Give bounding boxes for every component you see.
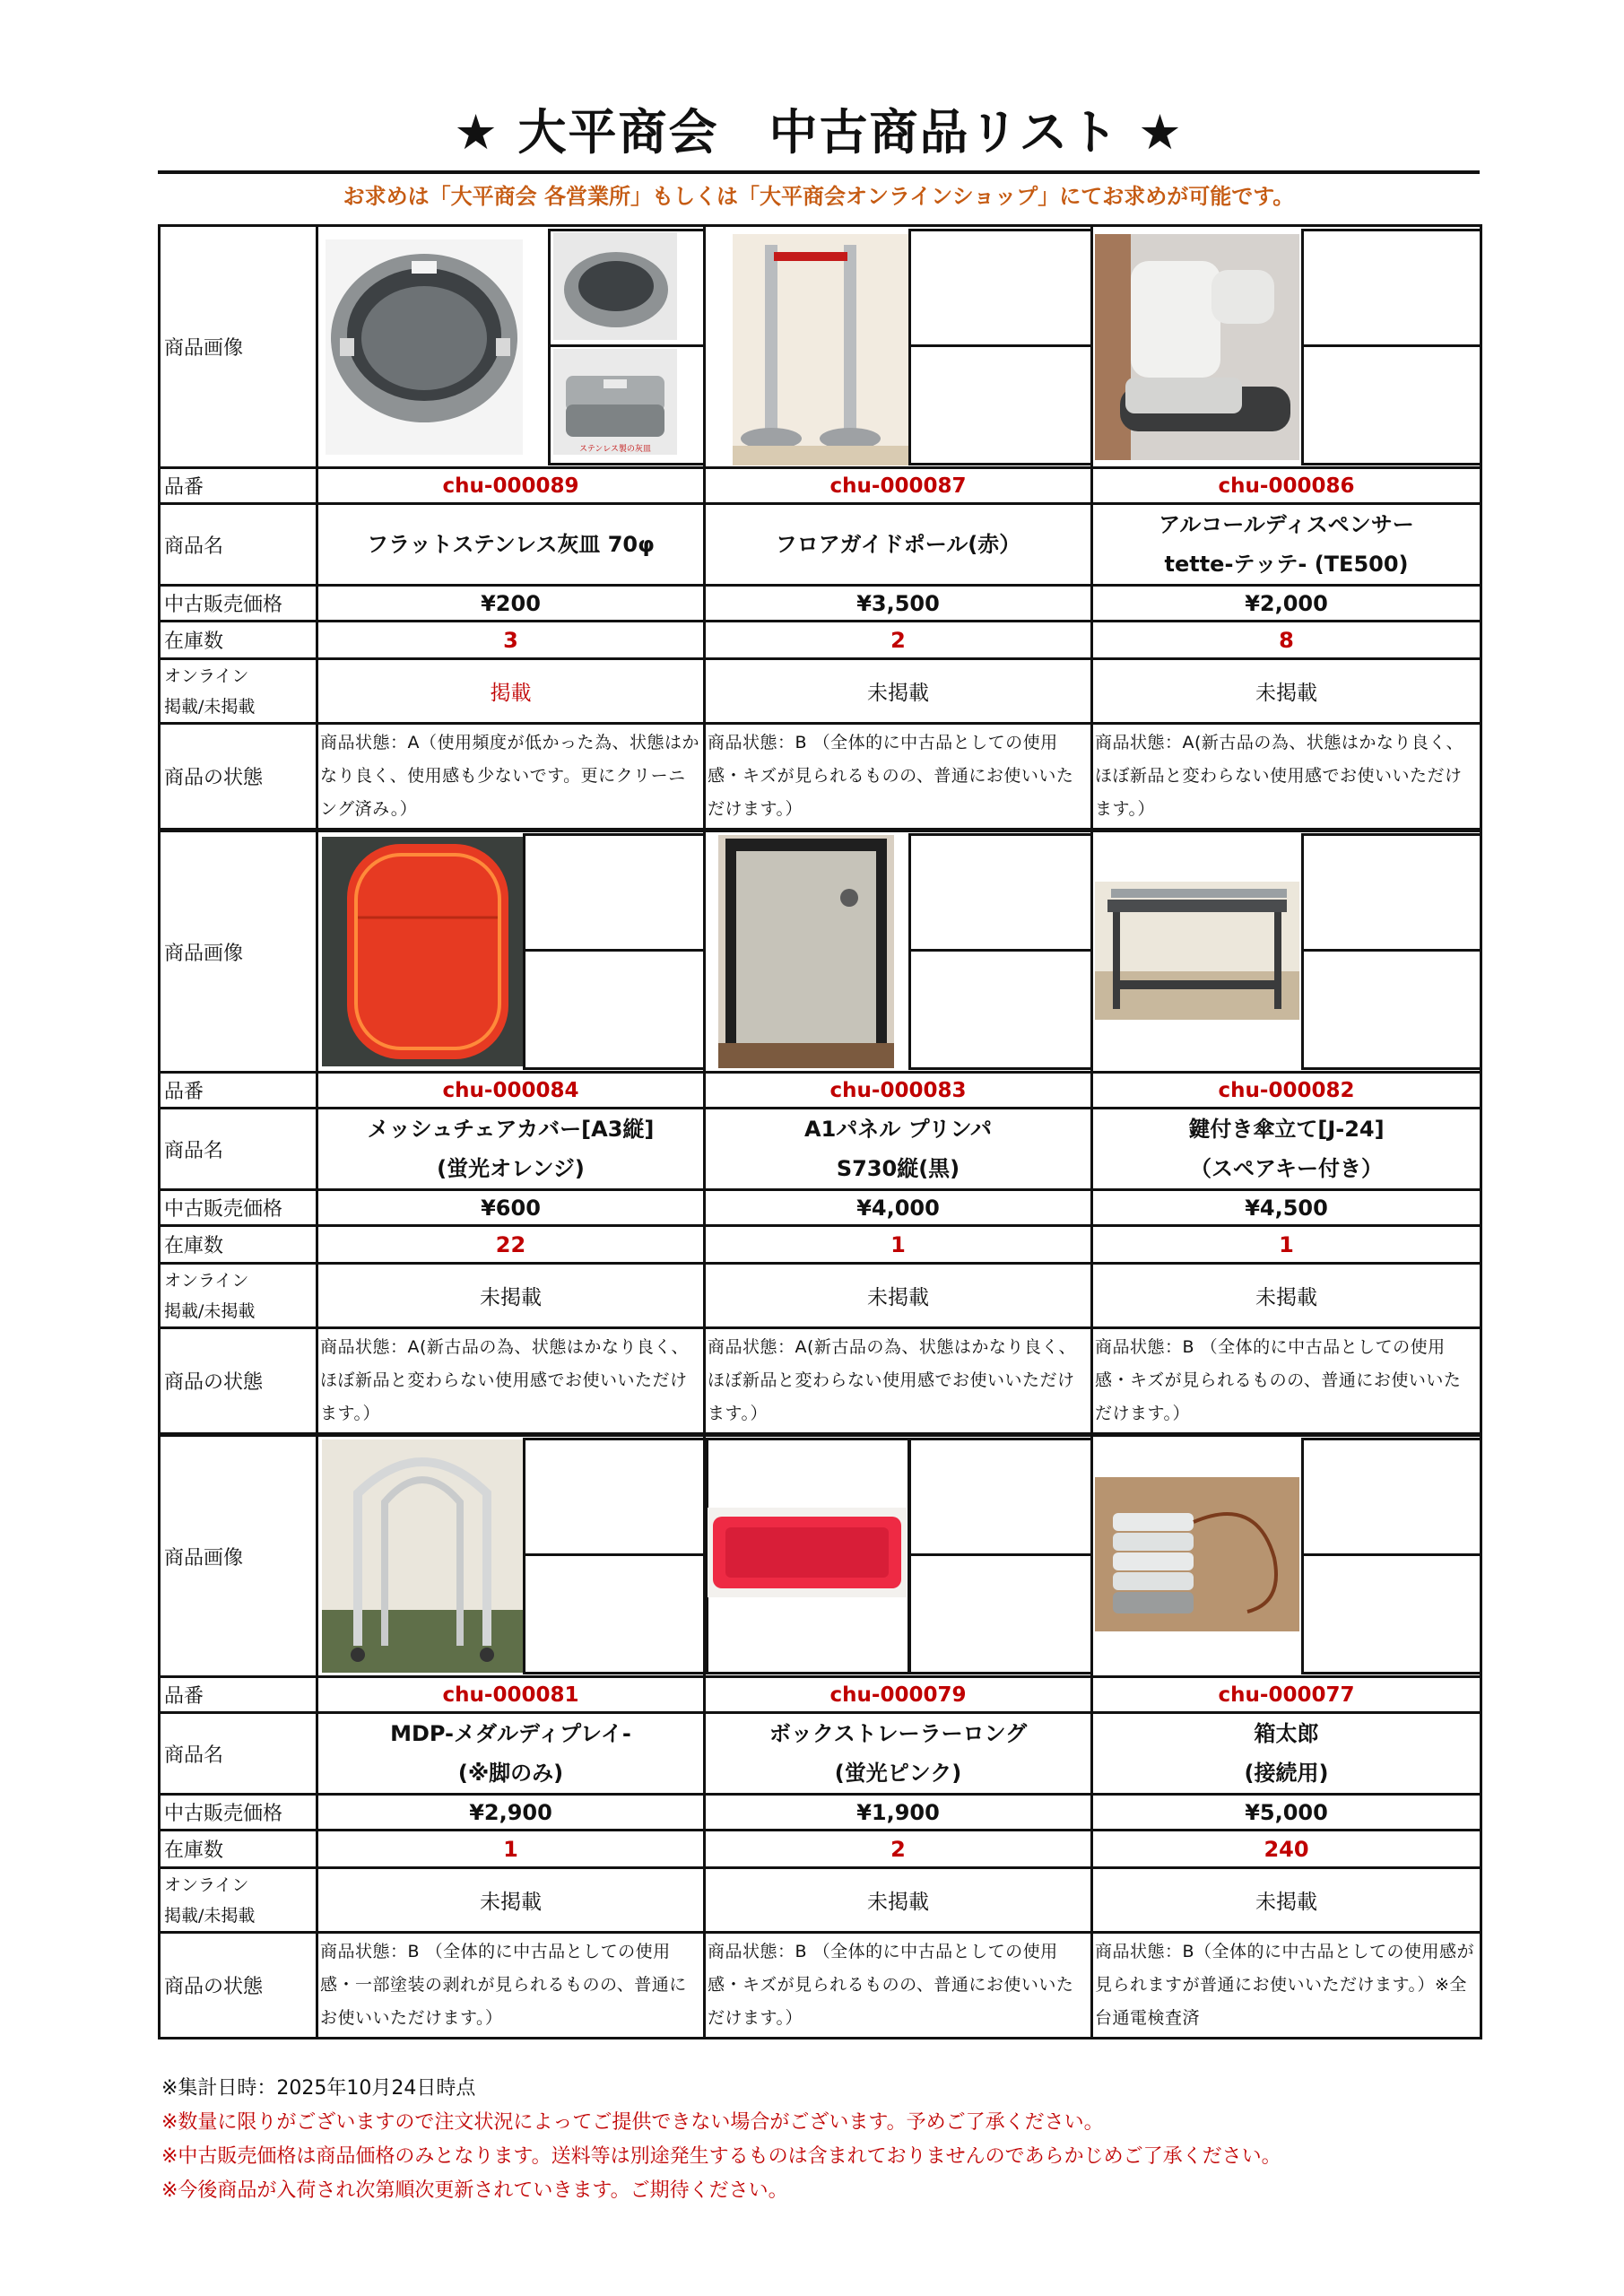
- medal-display-legs-photo: [322, 1439, 523, 1673]
- label-online: オンライン 掲載/未掲載: [160, 1264, 317, 1328]
- product-online-status: 未掲載: [1092, 659, 1481, 724]
- product-online-status: 未掲載: [705, 1868, 1092, 1933]
- product-code: chu-000089: [317, 468, 705, 504]
- product-online-status: 未掲載: [317, 1868, 705, 1933]
- product-stock: 1: [1092, 1226, 1481, 1264]
- product-name: 箱太郎 (接続用): [1092, 1713, 1481, 1795]
- label-online: オンライン 掲載/未掲載: [160, 659, 317, 724]
- label-code: 品番: [160, 468, 317, 504]
- product-name: 鍵付き傘立て[J-24] （スペアキー付き）: [1092, 1109, 1481, 1190]
- product-price: ¥600: [317, 1190, 705, 1226]
- product-code: chu-000081: [317, 1677, 705, 1713]
- product-online-status: 未掲載: [1092, 1868, 1481, 1933]
- product-stock: 2: [705, 1831, 1092, 1868]
- product-condition: 商品状態：A(新古品の為、状態はかなり良く、ほぼ新品と変わらない使用感でお使いいただけます。）: [1092, 724, 1481, 831]
- label-image: 商品画像: [160, 831, 317, 1073]
- label-price: 中古販売価格: [160, 1795, 317, 1831]
- ashtray-photo: [326, 239, 523, 455]
- product-name: フロアガイドポール(赤）: [705, 504, 1092, 586]
- label-condition: 商品の状態: [160, 1933, 317, 2039]
- label-condition: 商品の状態: [160, 1328, 317, 1435]
- product-code: chu-000083: [705, 1073, 1092, 1109]
- label-name: 商品名: [160, 1109, 317, 1190]
- page-title: ★ 大平商会 中古商品リスト ★: [454, 104, 1184, 161]
- product-condition: 商品状態：A（使用頻度が低かった為、状態はかなり良く、使用感も少ないです。更にクリーニング済み。）: [317, 724, 705, 831]
- product-online-status: 未掲載: [317, 1264, 705, 1328]
- product-table: [158, 224, 1482, 2039]
- umbrella-stand-photo: [1095, 882, 1299, 1020]
- product-stock: 2: [705, 622, 1092, 659]
- product-condition: 商品状態：B （全体的に中古品としての使用感・キズが見られるものの、普通にお使いいただけます。）: [1092, 1328, 1481, 1435]
- product-price: ¥200: [317, 586, 705, 622]
- label-name: 商品名: [160, 504, 317, 586]
- product-stock: 240: [1092, 1831, 1481, 1868]
- footnote-date: ※集計日時：2025年10月24日時点: [161, 2077, 476, 2100]
- label-image: 商品画像: [160, 226, 317, 468]
- product-condition: 商品状態：B （全体的に中古品としての使用感・キズが見られるものの、普通にお使いいただけます。）: [705, 724, 1092, 831]
- product-name: メッシュチェアカバー[A3縦] (蛍光オレンジ): [317, 1109, 705, 1190]
- product-online-status: 未掲載: [705, 659, 1092, 724]
- product-price: ¥5,000: [1092, 1795, 1481, 1831]
- product-online-status: 未掲載: [705, 1264, 1092, 1328]
- label-name: 商品名: [160, 1713, 317, 1795]
- product-name: ボックストレーラーロング (蛍光ピンク): [705, 1713, 1092, 1795]
- product-code: chu-000087: [705, 468, 1092, 504]
- label-stock: 在庫数: [160, 1226, 317, 1264]
- product-code: chu-000086: [1092, 468, 1481, 504]
- footnote-update: ※今後商品が入荷され次第順次更新されていきます。ご期待ください。: [161, 2179, 788, 2202]
- product-condition: 商品状態：B （全体的に中古品としての使用感・一部塗装の剥れが見られるものの、普通にお使いいただけます。）: [317, 1933, 705, 2039]
- product-online-status: 未掲載: [1092, 1264, 1481, 1328]
- photo-overlay-text: ステンレス製の灰皿: [579, 444, 651, 454]
- label-price: 中古販売価格: [160, 1190, 317, 1226]
- label-image: 商品画像: [160, 1435, 317, 1677]
- product-image-cell: [317, 831, 705, 1073]
- page-subtitle: お求めは「大平商会 各営業所」もしくは「大平商会オンラインショップ」にてお求めが可能です。: [343, 184, 1295, 209]
- footnotes: [161, 2072, 1480, 2208]
- mesh-chair-cover-photo: [322, 837, 523, 1066]
- product-grid: [158, 224, 1480, 2039]
- product-condition: 商品状態：A(新古品の為、状態はかなり良く、ほぼ新品と変わらない使用感でお使いいただけます。）: [705, 1328, 1092, 1435]
- product-code: chu-000082: [1092, 1073, 1481, 1109]
- floor-guide-pole-photo: [733, 234, 908, 465]
- product-price: ¥3,500: [705, 586, 1092, 622]
- product-name: A1パネル プリンパ S730縦(黒): [705, 1109, 1092, 1190]
- label-condition: 商品の状態: [160, 724, 317, 831]
- product-name: アルコールディスペンサー tette-テッテ- (TE500): [1092, 504, 1481, 586]
- footnote-price: ※中古販売価格は商品価格のみとなります。送料等は別途発生するものは含まれておりませんのであらかじめご了承ください。: [161, 2145, 1281, 2168]
- product-name: フラットステンレス灰皿 70φ: [317, 504, 705, 586]
- product-image-cell: [705, 226, 1092, 468]
- label-price: 中古販売価格: [160, 586, 317, 622]
- hako-taro-photo: [1095, 1477, 1299, 1631]
- product-image-cell: [1092, 831, 1481, 1073]
- product-image-cell: [317, 226, 705, 468]
- product-online-status: 掲載: [317, 659, 705, 724]
- product-image-cell: [1092, 226, 1481, 468]
- label-code: 品番: [160, 1677, 317, 1713]
- product-stock: 8: [1092, 622, 1481, 659]
- label-stock: 在庫数: [160, 1831, 317, 1868]
- product-code: chu-000079: [705, 1677, 1092, 1713]
- alcohol-dispenser-photo: [1095, 234, 1299, 460]
- product-stock: 3: [317, 622, 705, 659]
- product-condition: 商品状態：A(新古品の為、状態はかなり良く、ほぼ新品と変わらない使用感でお使いいただけます。）: [317, 1328, 705, 1435]
- product-condition: 商品状態：B （全体的に中古品としての使用感・キズが見られるものの、普通にお使いいただけます。）: [705, 1933, 1092, 2039]
- product-stock: 1: [705, 1226, 1092, 1264]
- ashtray-photo-small: [553, 232, 677, 340]
- a1-panel-photo: [718, 835, 894, 1068]
- label-online: オンライン 掲載/未掲載: [160, 1868, 317, 1933]
- footnote-quantity: ※数量に限りがございますので注文状況によってご提供できない場合がございます。予めご了承ください。: [161, 2111, 1104, 2134]
- product-price: ¥2,000: [1092, 586, 1481, 622]
- product-condition: 商品状態：B（全体的に中古品としての使用感が見られますが普通にお使いいただけます。）※全台通電検査済: [1092, 1933, 1481, 2039]
- product-stock: 1: [317, 1831, 705, 1868]
- product-stock: 22: [317, 1226, 705, 1264]
- title-underline: [158, 170, 1480, 174]
- product-price: ¥4,000: [705, 1190, 1092, 1226]
- product-code: chu-000077: [1092, 1677, 1481, 1713]
- product-code: chu-000084: [317, 1073, 705, 1109]
- product-price: ¥2,900: [317, 1795, 705, 1831]
- label-code: 品番: [160, 1073, 317, 1109]
- product-price: ¥4,500: [1092, 1190, 1481, 1226]
- product-image-cell: [705, 1435, 1092, 1677]
- ashtray-photo-stacked: [553, 349, 677, 455]
- product-image-cell: [1092, 1435, 1481, 1677]
- label-stock: 在庫数: [160, 622, 317, 659]
- product-image-cell: [705, 831, 1092, 1073]
- box-trailer-photo: [708, 1508, 907, 1597]
- product-price: ¥1,900: [705, 1795, 1092, 1831]
- product-name: MDP-メダルディプレイ- (※脚のみ): [317, 1713, 705, 1795]
- product-image-cell: [317, 1435, 705, 1677]
